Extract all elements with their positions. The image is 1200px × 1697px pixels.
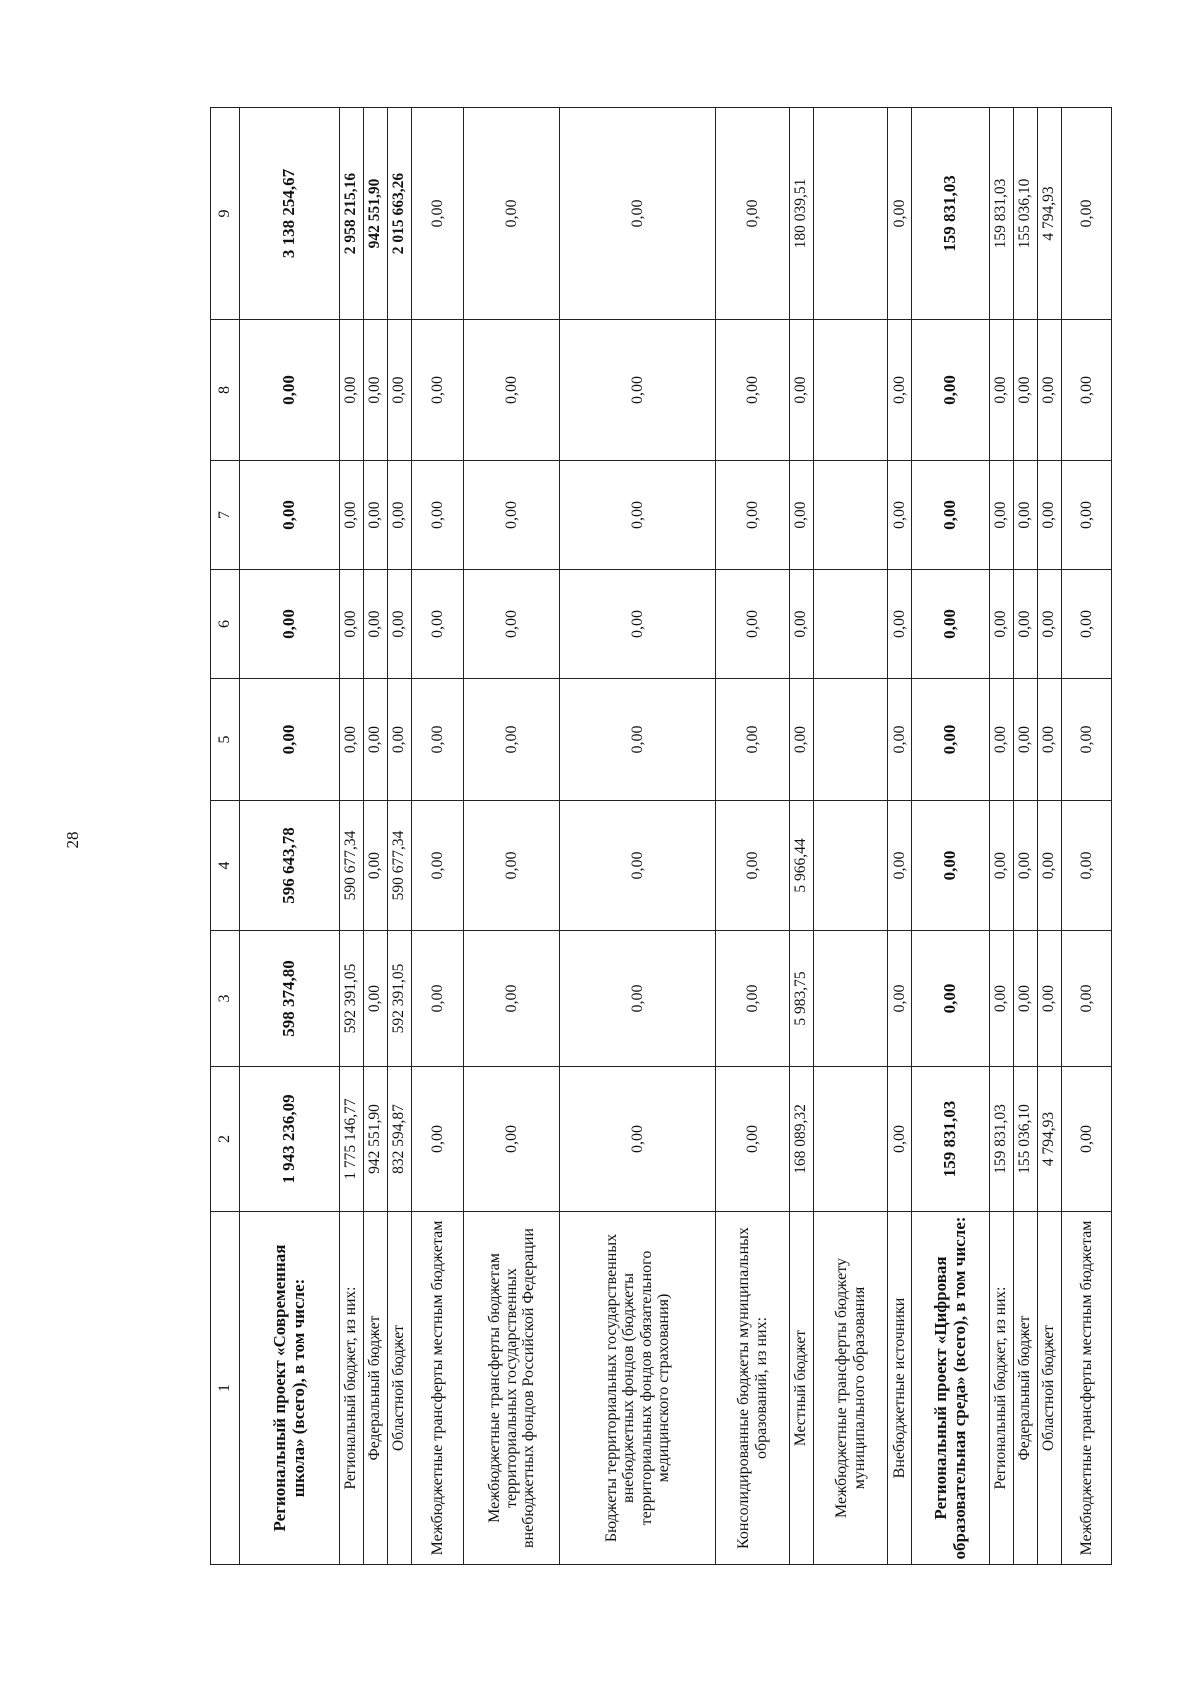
- value-cell: 590 677,34: [388, 801, 412, 931]
- value-cell: 0,00: [1014, 570, 1038, 679]
- value-cell: 0,00: [388, 320, 412, 461]
- value-cell: 0,00: [340, 320, 364, 461]
- value-cell: 0,00: [888, 461, 912, 570]
- value-cell: 0,00: [364, 320, 388, 461]
- value-cell: 0,00: [240, 461, 340, 570]
- value-cell: 0,00: [464, 1067, 560, 1212]
- value-cell: [814, 679, 888, 801]
- value-cell: 168 089,32: [790, 1067, 814, 1212]
- value-cell: 0,00: [1014, 679, 1038, 801]
- table-row: [240, 108, 340, 1565]
- value-cell: 0,00: [464, 108, 560, 320]
- value-cell: 0,00: [912, 461, 990, 570]
- value-cell: 0,00: [1038, 461, 1062, 570]
- row-label: Федеральный бюджет: [1014, 1212, 1038, 1565]
- value-cell: 155 036,10: [1014, 108, 1038, 320]
- value-cell: 0,00: [412, 108, 464, 320]
- budget-table: [210, 107, 1112, 1565]
- row-label: Бюджеты территориальных государственных внебюджетных фондов (бюджеты территориальных фондов обязательного медицинского страхования): [560, 1212, 716, 1565]
- row-label: Внебюджетные источники: [888, 1212, 912, 1565]
- value-cell: 0,00: [716, 570, 790, 679]
- value-cell: 0,00: [560, 570, 716, 679]
- table-row: [1062, 108, 1112, 1565]
- table-row: [814, 108, 888, 1565]
- column-header: 6: [211, 570, 240, 679]
- row-label: Региональный бюджет, из них:: [990, 1212, 1014, 1565]
- table-row: [790, 108, 814, 1565]
- page-number: 28: [63, 831, 82, 849]
- value-cell: 0,00: [388, 679, 412, 801]
- header-row: [211, 108, 240, 1565]
- column-header: 1: [211, 1212, 240, 1565]
- table-row: [340, 108, 364, 1565]
- value-cell: 832 594,87: [388, 1067, 412, 1212]
- row-label: Региональный бюджет, из них:: [340, 1212, 364, 1565]
- value-cell: 0,00: [790, 570, 814, 679]
- value-cell: 0,00: [912, 931, 990, 1067]
- value-cell: 159 831,03: [990, 108, 1014, 320]
- value-cell: 0,00: [464, 931, 560, 1067]
- value-cell: 0,00: [1062, 679, 1112, 801]
- value-cell: 0,00: [912, 320, 990, 461]
- value-cell: 0,00: [412, 461, 464, 570]
- value-cell: 0,00: [1014, 461, 1038, 570]
- value-cell: 155 036,10: [1014, 1067, 1038, 1212]
- value-cell: 0,00: [888, 108, 912, 320]
- value-cell: 0,00: [464, 320, 560, 461]
- value-cell: 0,00: [1014, 931, 1038, 1067]
- value-cell: 942 551,90: [364, 1067, 388, 1212]
- value-cell: 0,00: [560, 108, 716, 320]
- value-cell: 0,00: [412, 679, 464, 801]
- value-cell: 0,00: [716, 320, 790, 461]
- value-cell: 0,00: [716, 801, 790, 931]
- row-label: Межбюджетные трансферты бюджету муниципального образования: [814, 1212, 888, 1565]
- value-cell: 0,00: [412, 570, 464, 679]
- value-cell: [814, 461, 888, 570]
- value-cell: 0,00: [1062, 570, 1112, 679]
- value-cell: 598 374,80: [240, 931, 340, 1067]
- value-cell: 0,00: [240, 570, 340, 679]
- row-label: Местный бюджет: [790, 1212, 814, 1565]
- table-row: [464, 108, 560, 1565]
- table-row: [560, 108, 716, 1565]
- value-cell: [814, 1067, 888, 1212]
- value-cell: 0,00: [888, 931, 912, 1067]
- column-header: 7: [211, 461, 240, 570]
- value-cell: 0,00: [1038, 679, 1062, 801]
- value-cell: 0,00: [990, 570, 1014, 679]
- value-cell: 0,00: [888, 679, 912, 801]
- value-cell: 0,00: [364, 461, 388, 570]
- value-cell: 0,00: [716, 108, 790, 320]
- value-cell: 0,00: [888, 1067, 912, 1212]
- table-row: [1038, 108, 1062, 1565]
- value-cell: 0,00: [990, 931, 1014, 1067]
- value-cell: [814, 570, 888, 679]
- value-cell: 180 039,51: [790, 108, 814, 320]
- column-header: 5: [211, 679, 240, 801]
- value-cell: 0,00: [716, 931, 790, 1067]
- row-label: Межбюджетные трансферты местным бюджетам: [412, 1212, 464, 1565]
- value-cell: 0,00: [716, 461, 790, 570]
- value-cell: 0,00: [1038, 801, 1062, 931]
- value-cell: 0,00: [412, 320, 464, 461]
- table-row: [388, 108, 412, 1565]
- value-cell: 0,00: [1062, 1067, 1112, 1212]
- column-header: 9: [211, 108, 240, 320]
- value-cell: 0,00: [412, 801, 464, 931]
- value-cell: 0,00: [888, 570, 912, 679]
- value-cell: 0,00: [240, 320, 340, 461]
- value-cell: 0,00: [364, 679, 388, 801]
- table-row: [912, 108, 990, 1565]
- value-cell: 942 551,90: [364, 108, 388, 320]
- value-cell: 0,00: [388, 461, 412, 570]
- value-cell: 5 966,44: [790, 801, 814, 931]
- value-cell: 0,00: [464, 570, 560, 679]
- column-header: 8: [211, 320, 240, 461]
- value-cell: 4 794,93: [1038, 108, 1062, 320]
- column-header: 4: [211, 801, 240, 931]
- value-cell: 0,00: [464, 461, 560, 570]
- value-cell: 0,00: [1062, 108, 1112, 320]
- value-cell: 0,00: [990, 461, 1014, 570]
- value-cell: 596 643,78: [240, 801, 340, 931]
- value-cell: 0,00: [1038, 320, 1062, 461]
- value-cell: 4 794,93: [1038, 1067, 1062, 1212]
- row-label: Межбюджетные трансферты местным бюджетам: [1062, 1212, 1112, 1565]
- value-cell: 2 958 215,16: [340, 108, 364, 320]
- value-cell: [814, 108, 888, 320]
- value-cell: 592 391,05: [388, 931, 412, 1067]
- table-row: [990, 108, 1014, 1565]
- value-cell: [814, 320, 888, 461]
- value-cell: 0,00: [464, 679, 560, 801]
- value-cell: 590 677,34: [340, 801, 364, 931]
- row-label: Областной бюджет: [1038, 1212, 1062, 1565]
- value-cell: 0,00: [560, 1067, 716, 1212]
- value-cell: 0,00: [888, 320, 912, 461]
- value-cell: 3 138 254,67: [240, 108, 340, 320]
- table-row: [716, 108, 790, 1565]
- value-cell: 0,00: [790, 461, 814, 570]
- table-row: [888, 108, 912, 1565]
- value-cell: 0,00: [340, 679, 364, 801]
- value-cell: 0,00: [560, 679, 716, 801]
- value-cell: 592 391,05: [340, 931, 364, 1067]
- row-label: Региональный проект «Современная школа» (всего), в том числе:: [240, 1212, 340, 1565]
- value-cell: 0,00: [990, 679, 1014, 801]
- table-row: [1014, 108, 1038, 1565]
- value-cell: 0,00: [1014, 320, 1038, 461]
- row-label: Межбюджетные трансферты бюджетам территориальных государственных внебюджетных фондов Российской Федерации: [464, 1212, 560, 1565]
- value-cell: 0,00: [990, 801, 1014, 931]
- value-cell: [814, 931, 888, 1067]
- value-cell: 0,00: [790, 320, 814, 461]
- value-cell: 0,00: [560, 801, 716, 931]
- row-label: Областной бюджет: [388, 1212, 412, 1565]
- value-cell: 0,00: [560, 461, 716, 570]
- value-cell: 0,00: [990, 320, 1014, 461]
- value-cell: 0,00: [1062, 931, 1112, 1067]
- value-cell: 1 943 236,09: [240, 1067, 340, 1212]
- value-cell: 0,00: [364, 570, 388, 679]
- value-cell: 159 831,03: [990, 1067, 1014, 1212]
- table-row: [364, 108, 388, 1565]
- row-label: Федеральный бюджет: [364, 1212, 388, 1565]
- value-cell: 0,00: [790, 679, 814, 801]
- value-cell: 0,00: [240, 679, 340, 801]
- value-cell: 0,00: [388, 570, 412, 679]
- value-cell: 0,00: [464, 801, 560, 931]
- value-cell: 0,00: [340, 461, 364, 570]
- column-header: 2: [211, 1067, 240, 1212]
- value-cell: 0,00: [412, 1067, 464, 1212]
- row-label: Региональный проект «Цифровая образовательная среда» (всего), в том числе:: [912, 1212, 990, 1565]
- value-cell: 0,00: [1014, 801, 1038, 931]
- value-cell: 0,00: [716, 679, 790, 801]
- value-cell: [814, 801, 888, 931]
- table-row: [412, 108, 464, 1565]
- value-cell: 0,00: [412, 931, 464, 1067]
- value-cell: 0,00: [912, 801, 990, 931]
- value-cell: 0,00: [1062, 320, 1112, 461]
- value-cell: 0,00: [364, 931, 388, 1067]
- row-label: Консолидированные бюджеты муниципальных образований, из них:: [716, 1212, 790, 1565]
- value-cell: 0,00: [1038, 931, 1062, 1067]
- value-cell: 5 983,75: [790, 931, 814, 1067]
- value-cell: 0,00: [912, 570, 990, 679]
- value-cell: 0,00: [912, 679, 990, 801]
- value-cell: 0,00: [716, 1067, 790, 1212]
- value-cell: 159 831,03: [912, 1067, 990, 1212]
- rotated-table-container: [210, 108, 1125, 1565]
- value-cell: 0,00: [1062, 801, 1112, 931]
- value-cell: 0,00: [560, 931, 716, 1067]
- column-header: 3: [211, 931, 240, 1067]
- value-cell: 0,00: [364, 801, 388, 931]
- value-cell: 0,00: [340, 570, 364, 679]
- value-cell: 0,00: [1062, 461, 1112, 570]
- value-cell: 1 775 146,77: [340, 1067, 364, 1212]
- value-cell: 0,00: [1038, 570, 1062, 679]
- value-cell: 0,00: [560, 320, 716, 461]
- value-cell: 0,00: [888, 801, 912, 931]
- value-cell: 159 831,03: [912, 108, 990, 320]
- value-cell: 2 015 663,26: [388, 108, 412, 320]
